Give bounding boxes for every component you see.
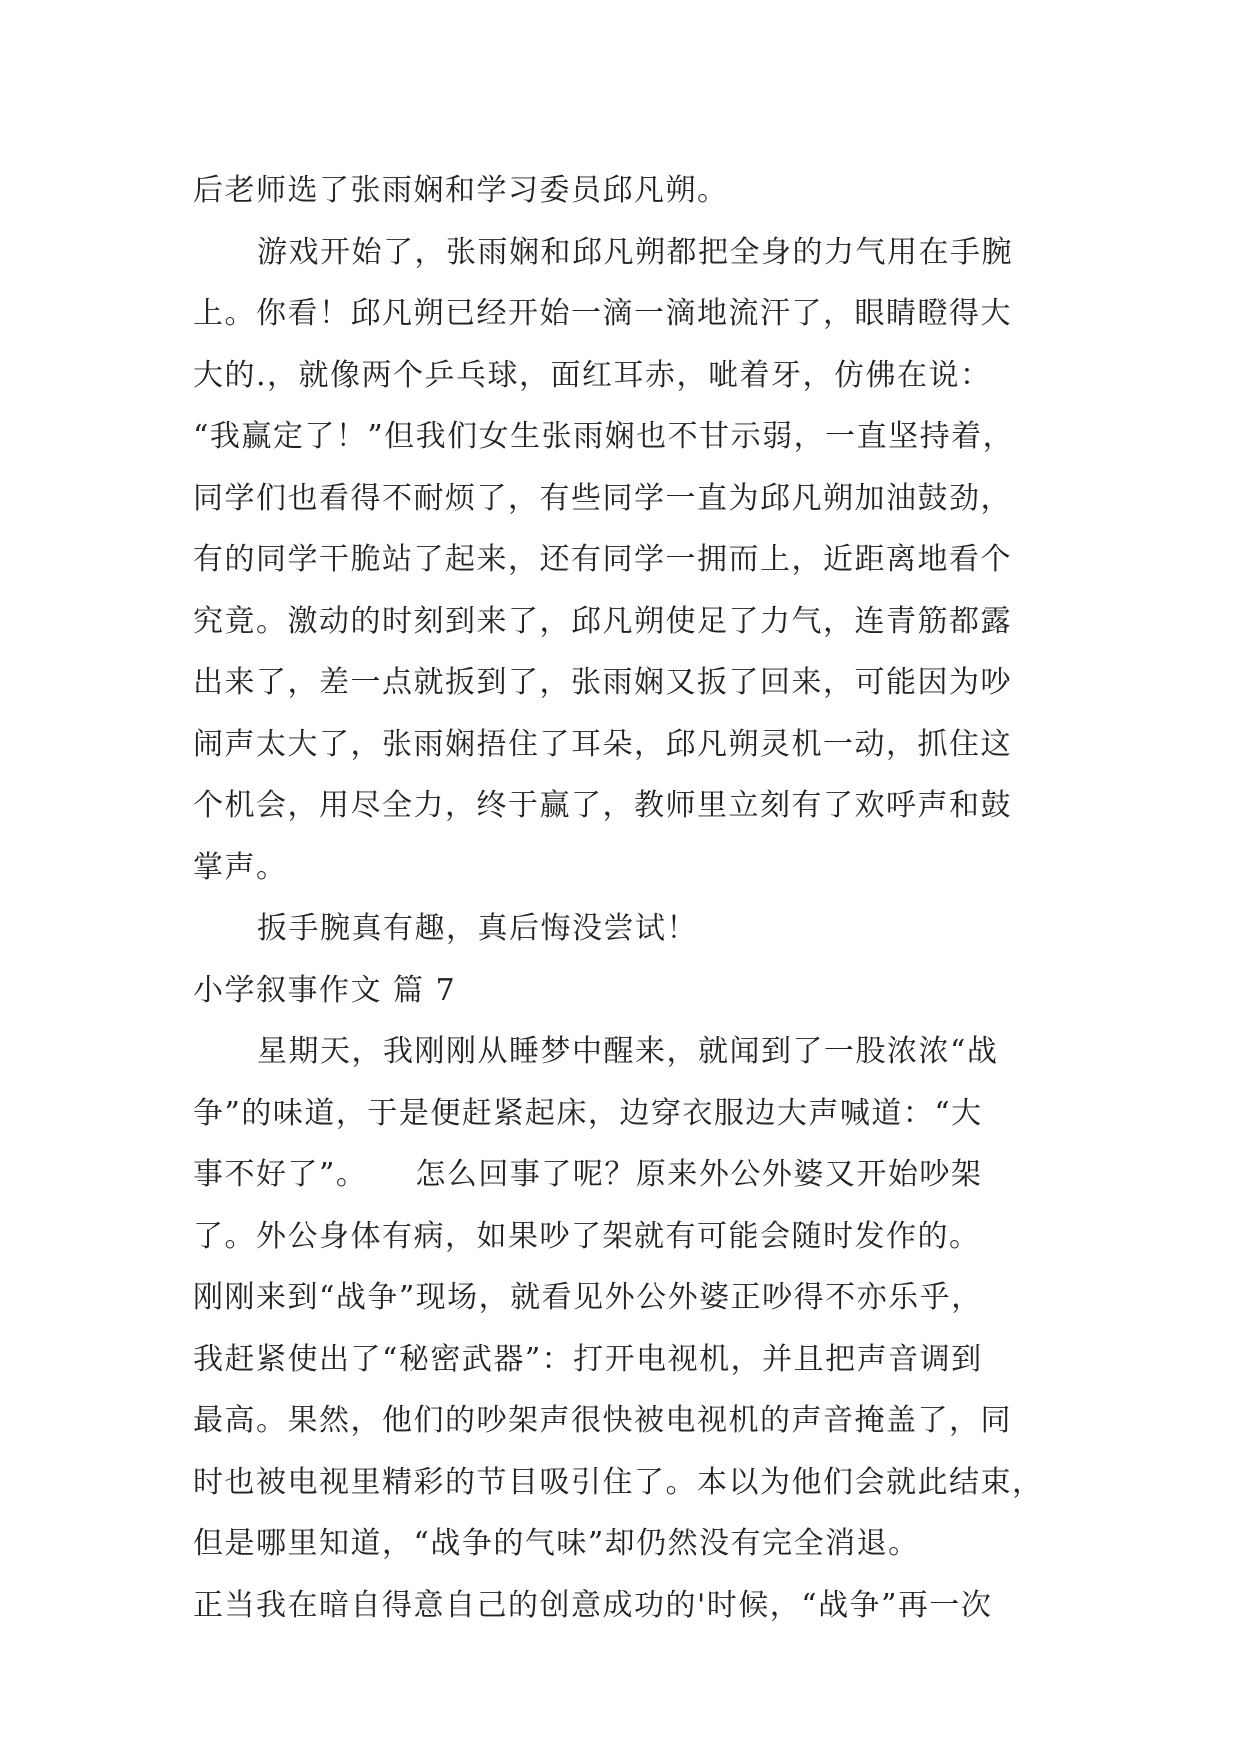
text-line: 了。外公身体有病，如果吵了架就有可能会随时发作的。 bbox=[193, 1218, 981, 1254]
text-line: 时也被电视里精彩的节目吸引住了。本以为他们会就此结束， bbox=[193, 1464, 1044, 1500]
text-line: 星期天，我刚刚从睡梦中醒来，就闻到了一股浓浓“战 bbox=[257, 1034, 999, 1069]
text-line: 游戏开始了，张雨娴和邱凡朔都把全身的力气用在手腕 bbox=[257, 234, 1013, 270]
text-line: 有的同学干脆站了起来，还有同学一拥而上，近距离地看个 bbox=[193, 542, 1012, 577]
text-line: 刚刚来到“战争”现场，就看见外公外婆正吵得不亦乐乎， bbox=[193, 1280, 983, 1315]
text-line: 争”的味道，于是便赶紧起床，边穿衣服边大声喊道：“大 bbox=[193, 1095, 983, 1131]
document-page bbox=[193, 160, 1063, 1636]
text-line: 出来了，差一点就扳到了，张雨娴又扳了回来，可能因为吵 bbox=[193, 665, 1012, 700]
text-line: 我赶紧使出了“秘密武器”：打开电视机，并且把声音调到 bbox=[193, 1341, 983, 1377]
text-line: 后老师选了张雨娴和学习委员邱凡朔。 bbox=[193, 173, 729, 208]
text-line: 闹声太大了，张雨娴捂住了耳朵，邱凡朔灵机一动，抓住这 bbox=[193, 726, 1012, 762]
text-line: 大的.，就像两个乒乓球，面红耳赤，呲着牙，仿佛在说： bbox=[193, 357, 992, 393]
text-line: 上。你看！邱凡朔已经开始一滴一滴地流汗了，眼睛瞪得大 bbox=[193, 296, 1012, 331]
text-line: 掌声。 bbox=[193, 849, 288, 885]
text-line: 个机会，用尽全力，终于赢了，教师里立刻有了欢呼声和鼓 bbox=[193, 788, 1012, 823]
text-line: 扳手腕真有趣，真后悔没尝试！ bbox=[257, 911, 698, 946]
text-line: 但是哪里知道，“战争的气味”却仍然没有完全消退。 bbox=[193, 1526, 920, 1561]
section-heading: 小学叙事作文 篇 7 bbox=[193, 972, 457, 1008]
text-line: 正当我在暗自得意自己的创意成功的'时候，“战争”再一次 bbox=[193, 1587, 993, 1623]
text-line: 事不好了”。 怎么回事了呢？原来外公外婆又开始吵架 bbox=[193, 1157, 983, 1192]
text-line: 最高。果然，他们的吵架声很快被电视机的声音掩盖了，同 bbox=[193, 1403, 1012, 1438]
text-line: “我赢定了！”但我们女生张雨娴也不甘示弱，一直坚持着， bbox=[193, 419, 1015, 454]
text-line: 同学们也看得不耐烦了，有些同学一直为邱凡朔加油鼓劲， bbox=[193, 480, 1012, 516]
text-line: 究竟。激动的时刻到来了，邱凡朔使足了力气，连青筋都露 bbox=[193, 603, 1012, 639]
